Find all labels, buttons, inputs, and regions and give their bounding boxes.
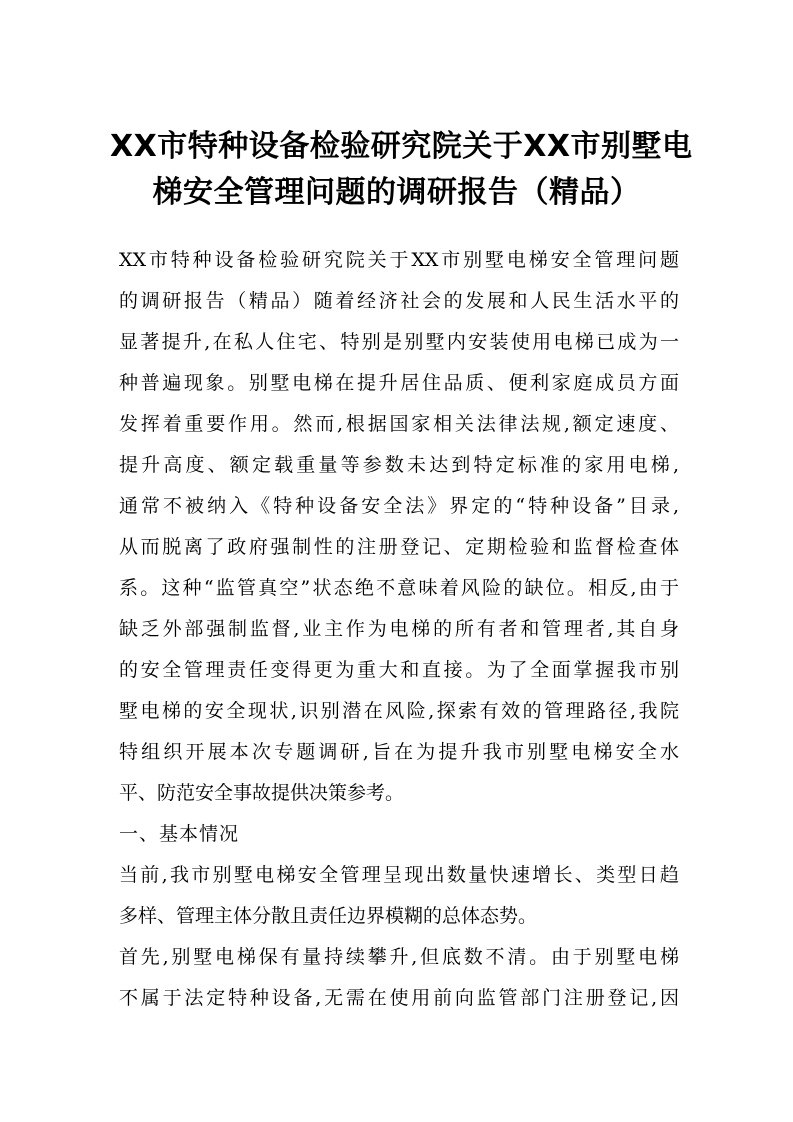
text-line: 系。这种“监管真空”状态绝不意味着风险的缺位。相反,由于 — [119, 577, 679, 599]
text-line: 特组织开展本次专题调研,旨在为提升我市别墅电梯安全水 — [119, 741, 679, 763]
text-line: 提升高度、额定载重量等参数未达到特定标准的家用电梯, — [119, 454, 679, 476]
text-line: 不属于法定特种设备,无需在使用前向监管部门注册登记,因 — [119, 987, 679, 1009]
text-line: 多样、管理主体分散且责任边界模糊的总体态势。 — [119, 905, 538, 927]
section-heading: 一、基本情况 — [119, 823, 240, 845]
text-line: 首先,别墅电梯保有量持续攀升,但底数不清。由于别墅电梯 — [119, 946, 679, 968]
title-line: XX市特种设备检验研究院关于XX市别墅电 — [110, 129, 693, 164]
text-line: 当前,我市别墅电梯安全管理呈现出数量快速增长、类型日趋 — [119, 864, 679, 886]
text-line: 种普遍现象。别墅电梯在提升居住品质、便利家庭成员方面 — [119, 372, 679, 394]
paragraph-first-point — [119, 937, 679, 1019]
text-line: 的调研报告（精品）随着经济社会的发展和人民生活水平的 — [119, 290, 679, 312]
text-line: XX市特种设备检验研究院关于XX市别墅电梯安全管理问题 — [119, 249, 679, 271]
text-line: 墅电梯的安全现状,识别潜在风险,探索有效的管理路径,我院 — [119, 700, 679, 722]
text-line: 通常不被纳入《特种设备安全法》界定的“特种设备”目录, — [119, 495, 679, 517]
text-line: 显著提升,在私人住宅、特别是别墅内安装使用电梯已成为一 — [119, 331, 679, 353]
text-line: 平、防范安全事故提供决策参考。 — [119, 782, 405, 804]
paragraph-intro — [119, 240, 679, 814]
title-line: 梯安全管理问题的调研报告（精品） — [152, 175, 641, 210]
text-line: 缺乏外部强制监督,业主作为电梯的所有者和管理者,其自身 — [119, 618, 679, 640]
document-body — [119, 240, 679, 1019]
paragraph-overview — [119, 855, 679, 937]
document-title — [110, 124, 693, 216]
text-line: 的安全管理责任变得更为重大和直接。为了全面掌握我市别 — [119, 659, 679, 681]
text-line: 从而脱离了政府强制性的注册登记、定期检验和监督检查体 — [119, 536, 679, 558]
text-line: 发挥着重要作用。然而,根据国家相关法律法规,额定速度、 — [119, 413, 679, 435]
